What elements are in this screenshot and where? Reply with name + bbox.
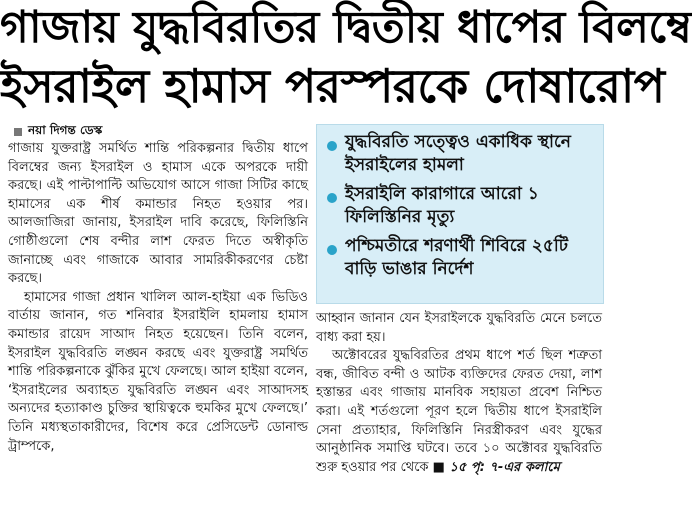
paragraph: আহ্বান জানান যেন ইসরাইলকে যুদ্ধবিরতি মেনে চলতে বাধ্য করা হয়। [316,311,602,345]
paragraph [316,347,602,477]
highlight-item [327,235,595,281]
headline-line-1: গাজায় যুদ্ধবিরতির দ্বিতীয় ধাপের বিলম্বে [0,2,692,53]
highlight-text: ইসরাইলি কারাগারে আরো ১ ফিলিস্তিনির মৃত্যু [345,184,539,227]
paragraph: হামাসের গাজা প্রধান খালিল আল-হাইয়া এক ভিডিও বার্তায় জানান, গত শনিবার ইসরাইলি হামলায় হামাস কমান্ডার রায়েদ সাআদ নিহত হয়েছেন। তিনি বলেন, ইসরাইল যুদ্ধবিরতি লঙ্ঘন করছে এবং যুক্তরাষ্ট্র সমর্থিত শান্তি পরিকল্পনাকে ঝুঁকির মুখে ফেলছে। আল হাইয়া বলেন, ‘ইসরাইলের অব্যাহত যুদ্ধবিরতি লঙ্ঘন এবং সাআদসহ অন্যদের হত্যাকাণ্ড চুক্তির স্থায়িত্বকে হুমকির মুখে ফেলছে।’ তিনি মধ্যস্থতাকারীদের, বিশেষ করে প্রেসিডেন্ট ডোনাল্ড ট্রাম্পকে, [8,289,308,454]
paragraph: গাজায় যুক্তরাষ্ট্র সমর্থিত শান্তি পরিকল্পনার দ্বিতীয় ধাপে বিলম্বের জন্য ইসরাইল ও হামাস একে অপরকে দায়ী করছে। এই পাল্টাপাল্টি অভিযোগ আসে গাজা সিটির কাছে হামাসের এক শীর্ষ কমান্ডার নিহত হওয়ার পর। আলজাজিরা জানায়, ইসরাইল দাবি করেছে, ফিলিস্তিনি গোষ্ঠীগুলো শেষ বন্দীর লাশ ফেরত দিতে অস্বীকৃতি জানাচ্ছে এবং গাজাকে আবার সামরিকীকরণের চেষ্টা করছে। [8,141,308,287]
article-column-right [316,310,602,477]
paragraph-text: অক্টোবরের যুদ্ধবিরতির প্রথম ধাপে শর্ত ছিল শত্রুতা বন্ধ, জীবিত বন্দী ও আটক ব্যক্তিদের ফেরত দেয়া, লাশ হস্তান্তর এবং গাজায় মানবিক সহায়তা প্রবেশ নিশ্চিত করা। এই শর্তগুলো পূরণ হলে দ্বিতীয় ধাপে ইসরাইলি সেনা প্রত্যাহার, ফিলিস্তিনি নিরস্ত্রীকরণ এবং যুদ্ধের আনুষ্ঠানিক সমাপ্তি ঘটবে। তবে ১০ অক্টোবর যুদ্ধবিরতি শুরু হওয়ার পর থেকে [316,348,602,475]
bullet-dot-icon [327,141,337,151]
highlight-item [327,183,595,229]
byline-text: নয়া দিগন্ত ডেস্ক [28,123,103,137]
bullet-dot-icon [327,193,337,203]
article-column-left [8,140,308,456]
continuation-link[interactable]: ■ ১৫ পৃ: ৭-এর কলামে [432,459,560,475]
square-bullet-icon [14,128,22,136]
byline [14,122,102,142]
highlights-box [316,124,604,304]
highlight-text: যুদ্ধবিরতি সত্ত্বেও একাধিক স্থানে ইসরাইলের হামলা [345,132,571,175]
headline-line-2: ইসরাইল হামাস পরস্পরকে দোষারোপ [0,59,665,113]
highlight-text: পশ্চিমতীরে শরণার্থী শিবিরে ২৫টি বাড়ি ভাঙার নির্দেশ [345,236,569,279]
bullet-dot-icon [327,245,337,255]
highlight-item [327,131,595,177]
